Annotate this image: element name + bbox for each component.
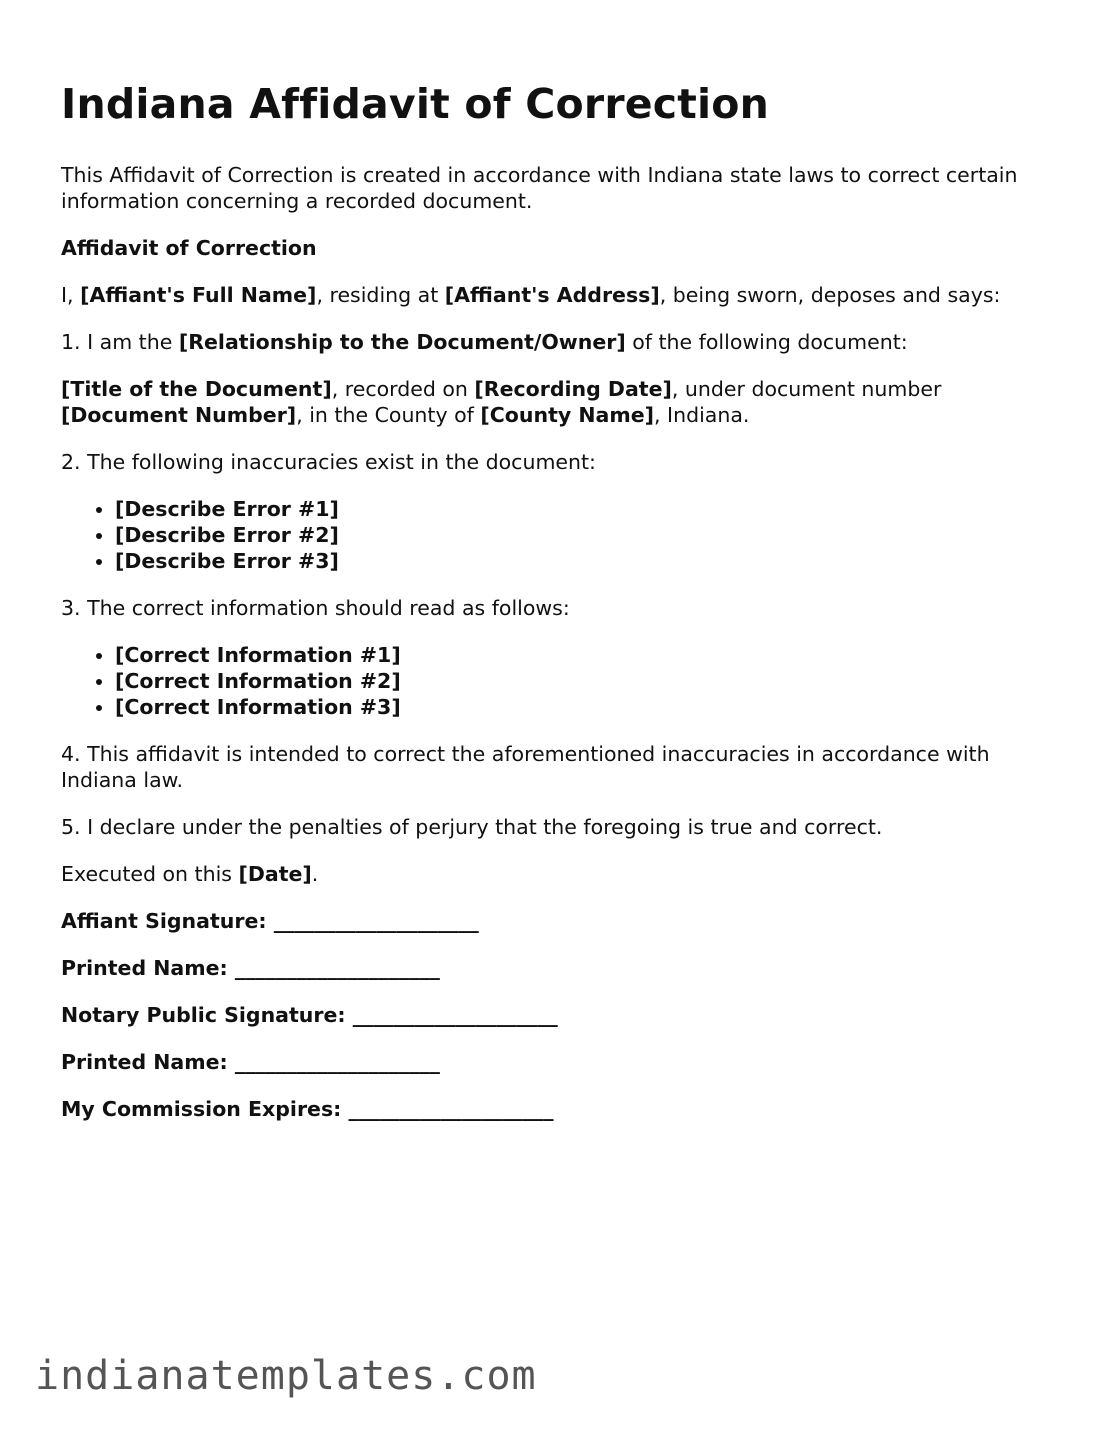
executed-line: Executed on this [Date]. (61, 862, 319, 886)
errors-list (61, 496, 1061, 574)
corrections-list (61, 642, 1061, 720)
item-1: 1. I am the [Relationship to the Document/Owner] of the following document: (61, 330, 908, 354)
printed-name-line: Printed Name: ____________________ (61, 956, 440, 980)
relationship-placeholder: [Relationship to the Document/Owner] (178, 330, 626, 354)
document-details: [Title of the Document], recorded on [Recording Date], under document number [Document Number], in the County of [County Name], Indiana. (61, 377, 942, 427)
affiant-name-placeholder: [Affiant's Full Name] (80, 283, 317, 307)
list-item: • [Correct Information #3] (115, 694, 1061, 720)
affiant-signature-line: Affiant Signature: ____________________ (61, 909, 479, 933)
county-name-placeholder: [County Name] (480, 403, 654, 427)
recording-date-placeholder: [Recording Date] (474, 377, 672, 401)
notary-signature-line: Notary Public Signature: ____________________ (61, 1003, 558, 1027)
affiant-address-placeholder: [Affiant's Address] (444, 283, 660, 307)
item-2: 2. The following inaccuracies exist in the document: (61, 450, 596, 474)
list-item: • [Describe Error #2] (115, 522, 1061, 548)
list-item: • [Correct Information #2] (115, 668, 1061, 694)
item-4: 4. This affidavit is intended to correct the aforementioned inaccuracies in accordance with Indiana law. (61, 742, 990, 792)
item-3: 3. The correct information should read as follows: (61, 596, 570, 620)
list-item: • [Describe Error #1] (115, 496, 1061, 522)
document-number-placeholder: [Document Number] (61, 403, 297, 427)
commission-expires-line: My Commission Expires: ____________________ (61, 1097, 554, 1121)
document-title-placeholder: [Title of the Document] (61, 377, 332, 401)
item-5: 5. I declare under the penalties of perjury that the foregoing is true and correct. (61, 815, 883, 839)
watermark: indianatemplates.com (35, 1353, 537, 1399)
intro-paragraph: This Affidavit of Correction is created in accordance with Indiana state laws to correct certain information concerning a recorded document. (61, 163, 1018, 213)
document-page (61, 78, 1061, 1143)
notary-printed-name-line: Printed Name: ____________________ (61, 1050, 440, 1074)
affiant-statement: I, [Affiant's Full Name], residing at [Affiant's Address], being sworn, deposes and says: (61, 283, 1001, 307)
document-title: Indiana Affidavit of Correction (61, 80, 770, 128)
list-item: • [Correct Information #1] (115, 642, 1061, 668)
section-heading: Affidavit of Correction (61, 236, 317, 260)
date-placeholder: [Date] (238, 862, 312, 886)
list-item: • [Describe Error #3] (115, 548, 1061, 574)
